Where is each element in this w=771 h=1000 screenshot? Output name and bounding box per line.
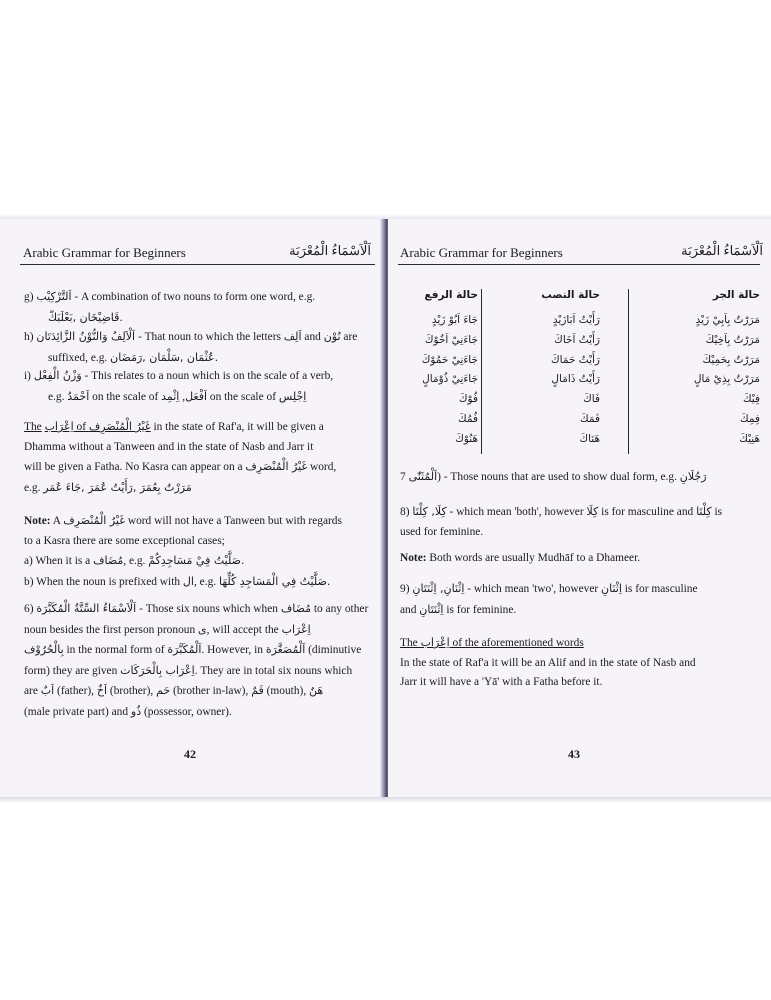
table-cell: هَنَاكَ	[579, 432, 600, 445]
table-cell: فِيْكَ	[742, 393, 760, 406]
table-col-jarr	[650, 289, 760, 450]
item-h: h) اَلْاَلِفُ وَالنُّوْنُ الزَّائِدَتَان - That noun to which the letters اَلِف and نُوْن are suffixed, e.g. عُثْمَان ,سَلْمَان ,رَمَضَان.	[24, 330, 358, 364]
table-cell: رَأَيْتُ اَخَاكَ	[554, 333, 600, 346]
note-paragraph: Note: A غَيْرُ الْمُنْصَرِف word will not have a Tanween but with regards to a Kasra there are some exceptional cases; a) When it is a مُضَاف, e.g. صَلَّيْتُ فِيْ مَسَاجِدِكُمْ. b) When the noun is prefixed with ال, e.g. صَلَّيْتُ فِي الْمَسَاجِدِ كُلِّهَا.	[24, 514, 342, 588]
right-page	[388, 219, 771, 797]
table-cell: مَرَرْتُ بِحَمِيْكَ	[702, 353, 760, 366]
irab-paragraph: The اِعْرَاب of غَيْرُ الْمُنْصَرِف in the state of Raf'a, it will be given a Dhamma without a Tanween and in the state of Nasb and Jarr it will be given a Fatha. No Kasra can appear on a غَيْرُ الْمُنْصَرِف word, e.g. مَرَرْتُ بِعُمَرَ ,رَأَيْتُ عُمَرَ ,جَاءَ عُمَر	[24, 420, 337, 494]
col-head-nasb: حالة النصب	[541, 289, 600, 301]
table-cell: رَأَيْتُ ذَامَالٍ	[551, 373, 600, 386]
table-cell: فُوْكَ	[458, 393, 478, 406]
table-col-nasb	[500, 289, 600, 450]
item-6: 6) اَلْاَسْمَاءُ السِّتَّةُ الْمُكَبَّرَة - Those six nouns which when مُضَاف to any other noun besides the first person pronoun ى, will accept the اِعْرَاب بِالْحُرُوْف in the normal form of اَلْمُكَبَّرَة. However, in اَلْمُصَغَّرَة (diminutive form) they are given اِعْرَاب بِالْحَرَكَات. They are in total six nouns which are اَبٌ (father), اَخٌ (brother), حَم (brother in-law), فَمٌ (mouth), هَنٌ (male private part) and ذُو (possessor, owner).	[24, 602, 369, 718]
page-number-left: 42	[184, 747, 196, 761]
table-cell: مَرَرْتُ بِاَبِيْ زَيْدٍ	[695, 314, 760, 326]
running-header-arabic: اَلْاَسْمَاءُ الْمُعْرَبَة	[681, 243, 763, 258]
table-cell: هَنُوْكَ	[455, 432, 478, 445]
page-number-right: 43	[568, 747, 580, 761]
table-divider	[481, 289, 482, 454]
table-cell: مَرَرْتُ بِاَخِيْكَ	[705, 333, 760, 346]
header-rule	[398, 264, 760, 265]
table-cell: هَنِيْكَ	[739, 432, 760, 445]
col-head-jarr: حالة الجر	[712, 289, 760, 301]
table-cell: جَاءَنِيْ حَمُوْكَ	[421, 353, 478, 366]
running-header-title: Arabic Grammar for Beginners	[400, 245, 563, 260]
aforementioned-section: The اِعْرَاب of the aforementioned words In the state of Raf'a it will be an Alif and in the state of Nasb and Jarr it will have a 'Yā' with a Fatha before it.	[400, 636, 696, 688]
table-cell: رَأَيْتُ اَبَازَيْدٍ	[552, 314, 600, 326]
table-cell: فَاكَ	[583, 393, 600, 406]
left-page	[0, 219, 383, 797]
table-cell: فُمُكَ	[458, 412, 478, 425]
note-paragraph: Note: Both words are usually Mudhāf to a Dhameer.	[400, 552, 641, 564]
table-cell: رَأَيْتُ حَمَاكَ	[551, 353, 600, 366]
item-9: 9) اِثْنَانِ, اِثْنَتَانِ - which mean 'two', however اِثْنَانِ is for masculine and اِثْنَتَانِ is for feminine.	[400, 582, 698, 616]
item-i: i) وَزْنُ الْفِعْل - This relates to a noun which is on the scale of a verb, e.g. اَحْمَدُ on the scale of اَفْعَل, اِثْمِد on the scale of اِجْلِس	[24, 369, 334, 403]
table-cell: مَرَرْتُ بِذِيْ مَالٍ	[693, 373, 760, 386]
col-head-rafa: حالة الرفع	[424, 289, 478, 301]
table-divider	[628, 289, 629, 454]
table-cell: جَاءَنِيْ اَخُوْكَ	[424, 333, 478, 346]
header-rule	[20, 264, 375, 265]
running-header-title: Arabic Grammar for Beginners	[23, 245, 186, 260]
book-shadow-bottom	[0, 797, 771, 803]
table-cell: جَاءَ اَبُوْ زَيْدٍ	[431, 314, 478, 326]
term-tarkib: اَلتَّرْكِيْب	[36, 290, 72, 303]
item-8: 8) كِلَا, كِلْتَا - which mean 'both', however كِلَا is for masculine and كِلْتَا is used for feminine.	[400, 505, 723, 538]
table-cell: فَمَكَ	[580, 412, 600, 425]
item-g: g) اَلتَّرْكِيْب - A combination of two nouns to form one word, e.g. قَاضِيْخَان ,بَعْلَبَكّ.	[24, 290, 316, 324]
running-header-arabic: اَلْاَسْمَاءُ الْمُعْرَبَة	[289, 243, 371, 258]
item-7: اَلْمُثَنّٰى 7) - Those nouns that are used to show dual form, e.g. رَجُلَانِ	[400, 470, 707, 483]
table-cell: فِمِكَ	[740, 412, 760, 425]
table-col-rafa	[388, 289, 478, 450]
table-cell: جَاءَنِيْ ذُوْمَالٍ	[422, 373, 478, 386]
